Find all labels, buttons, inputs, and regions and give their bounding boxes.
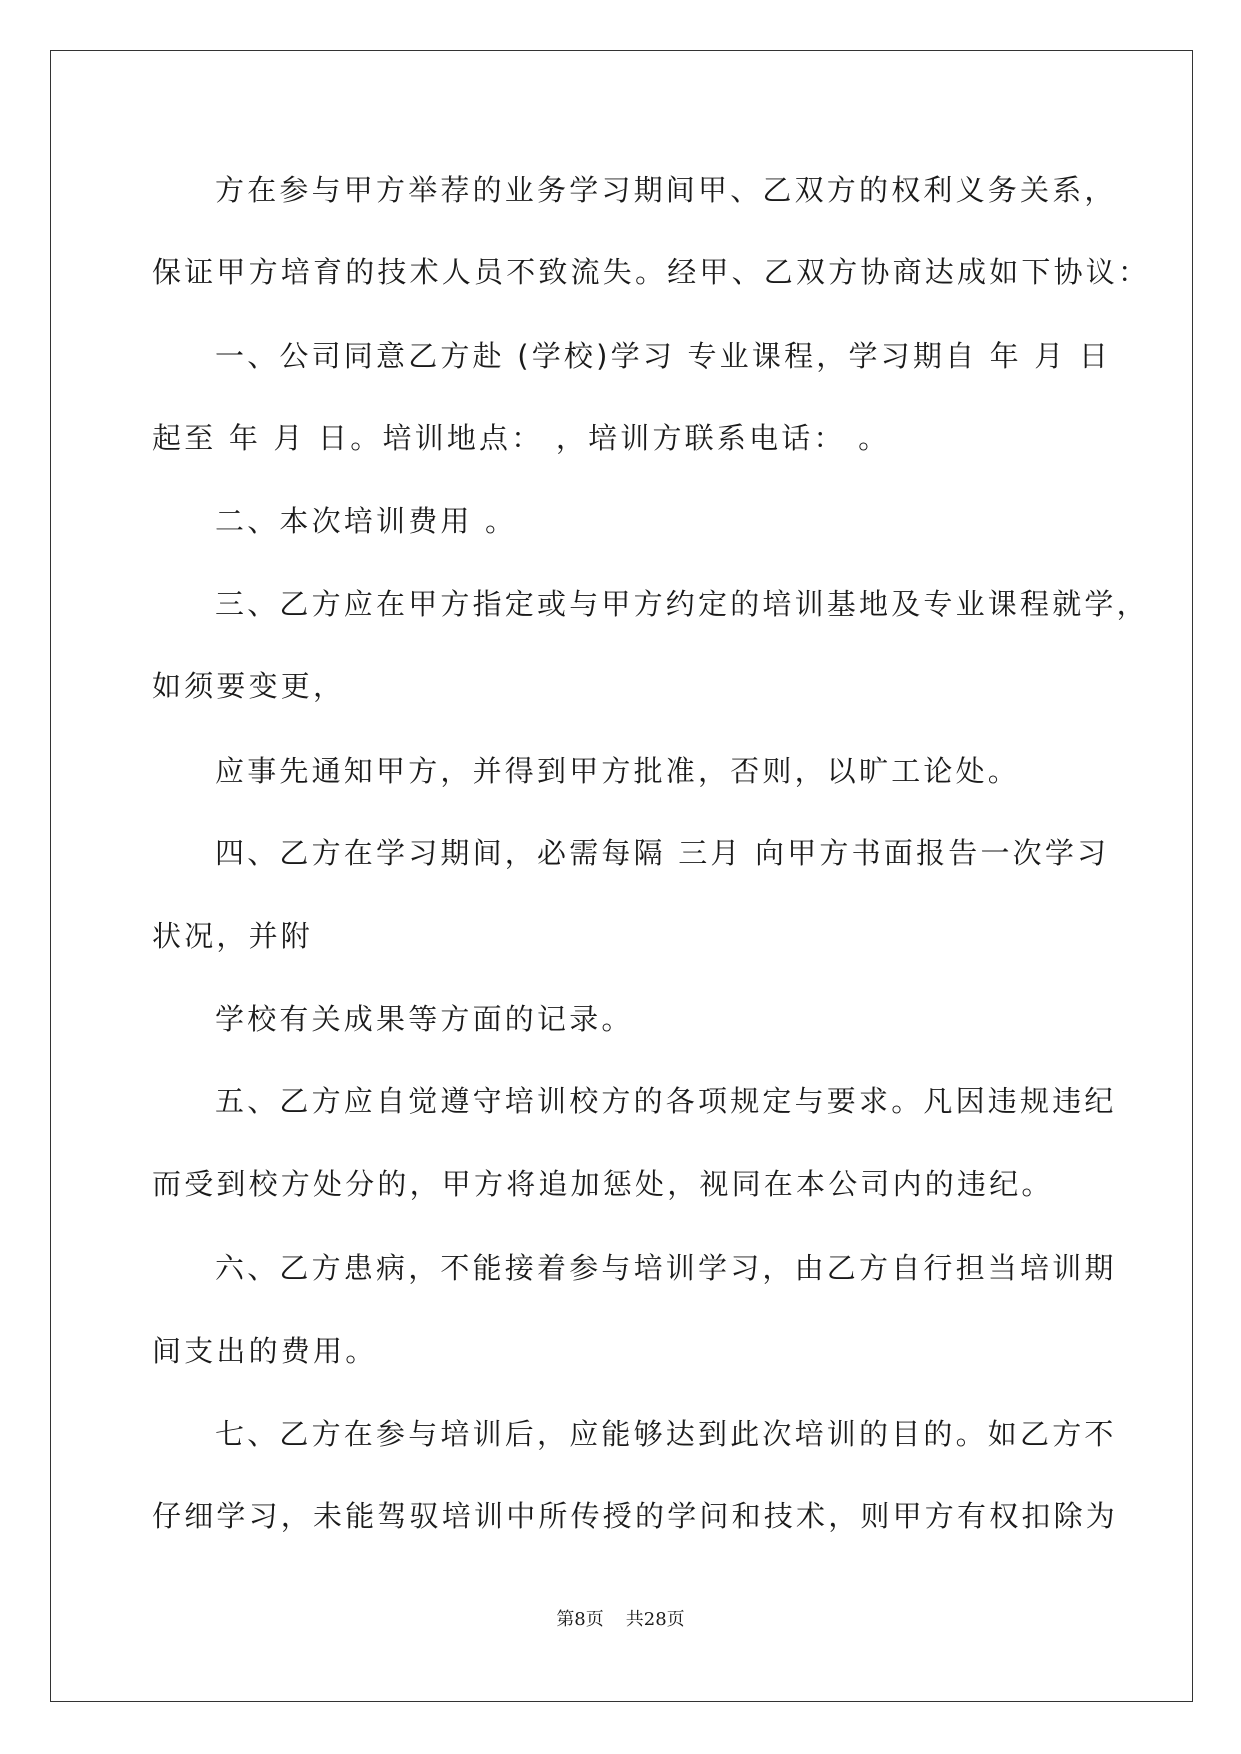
text-line: 间支出的费用。 — [152, 1334, 378, 1368]
text-line: 六、乙方患病，不能接着参与培训学习，由乙方自行担当培训期 — [215, 1251, 1117, 1285]
page-number: 第8页 — [556, 1609, 604, 1630]
text-line: 仔细学习，未能驾驭培训中所传授的学问和技术，则甲方有权扣除为 — [152, 1499, 1119, 1533]
text-line: 状况，并附 — [152, 919, 314, 953]
text-line: 二、本次培训费用 。 — [215, 504, 518, 538]
page-border — [50, 50, 1193, 1702]
page-footer — [0, 1608, 1241, 1632]
text-line: 起至 年 月 日。培训地点： ，培训方联系电话： 。 — [152, 421, 891, 455]
text-line: 而受到校方处分的，甲方将追加惩处，视同在本公司内的违纪。 — [152, 1167, 1054, 1201]
text-line: 五、乙方应自觉遵守培训校方的各项规定与要求。凡因违规违纪 — [215, 1084, 1117, 1118]
text-line: 保证甲方培育的技术人员不致流失。经甲、乙双方协商达成如下协议： — [152, 255, 1151, 289]
text-line: 如须要变更， — [152, 669, 346, 703]
text-line: 七、乙方在参与培训后，应能够达到此次培训的目的。如乙方不 — [215, 1417, 1117, 1451]
text-line: 三、乙方应在甲方指定或与甲方约定的培训基地及专业课程就学， — [215, 587, 1149, 621]
text-line: 应事先通知甲方，并得到甲方批准，否则，以旷工论处。 — [215, 754, 1021, 788]
page-total: 共28页 — [625, 1609, 685, 1630]
text-line: 四、乙方在学习期间，必需每隔 三月 向甲方书面报告一次学习 — [215, 836, 1110, 870]
text-line: 方在参与甲方举荐的业务学习期间甲、乙双方的权利义务关系， — [215, 173, 1117, 207]
text-line: 一、公司同意乙方赴 (学校)学习 专业课程，学习期自 年 月 日 — [215, 339, 1112, 373]
text-line: 学校有关成果等方面的记录。 — [215, 1002, 634, 1036]
